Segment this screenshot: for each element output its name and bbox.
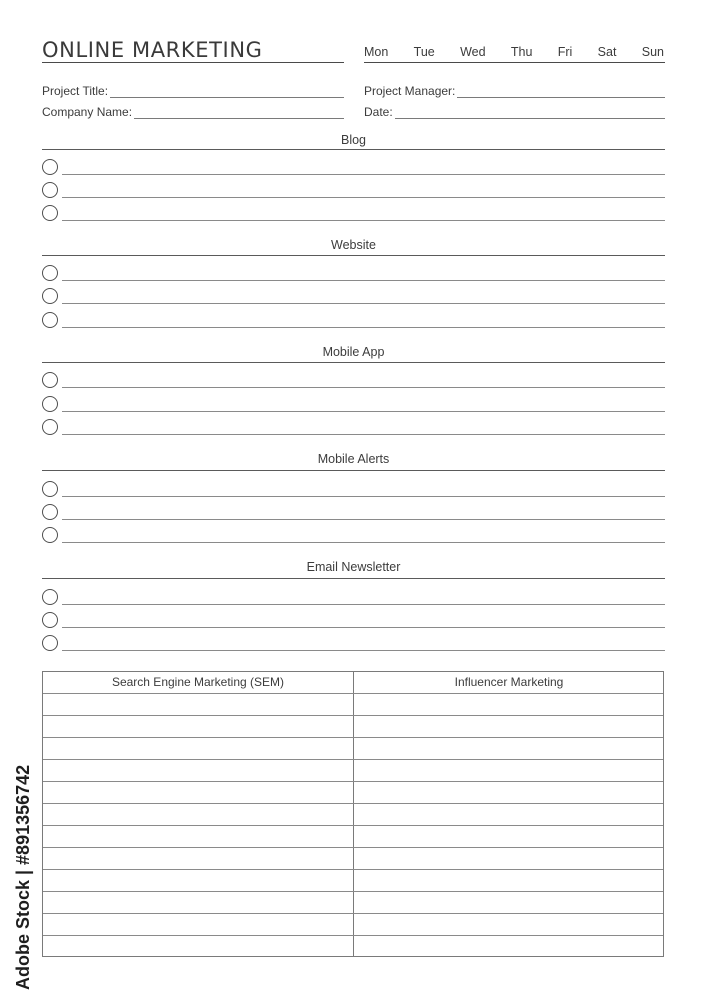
- write-line: [62, 519, 665, 520]
- table-row-line: [43, 737, 663, 738]
- day-wed: Wed: [460, 45, 486, 59]
- checkbox-circle[interactable]: [42, 612, 58, 628]
- section-rule-website: [42, 255, 665, 256]
- checklist-row[interactable]: [42, 635, 665, 651]
- checkbox-circle[interactable]: [42, 159, 58, 175]
- table-row-line: [43, 847, 663, 848]
- checklist-row[interactable]: [42, 589, 665, 605]
- checklist-row[interactable]: [42, 372, 665, 388]
- project-manager-line[interactable]: [457, 85, 665, 98]
- checklist-row[interactable]: [42, 504, 665, 520]
- checkbox-circle[interactable]: [42, 182, 58, 198]
- checkbox-circle[interactable]: [42, 372, 58, 388]
- write-line: [62, 542, 665, 543]
- section-title-website: Website: [331, 238, 376, 252]
- write-line: [62, 650, 665, 651]
- table-row-line: [43, 803, 663, 804]
- section-rule-email-newsletter: [42, 578, 665, 579]
- write-line: [62, 604, 665, 605]
- project-title-field[interactable]: [42, 82, 344, 98]
- project-title-label: Project Title:: [42, 84, 109, 98]
- checkbox-circle[interactable]: [42, 396, 58, 412]
- stock-watermark-text: Adobe Stock | #891356742: [13, 764, 33, 990]
- section-title-email-newsletter: Email Newsletter: [306, 560, 401, 574]
- checklist-row[interactable]: [42, 205, 665, 221]
- write-line: [62, 220, 665, 221]
- section-title-mobile-alerts: Mobile Alerts: [317, 452, 390, 466]
- checklist-row[interactable]: [42, 481, 665, 497]
- day-thu: Thu: [510, 45, 533, 59]
- write-line: [62, 280, 665, 281]
- checkbox-circle[interactable]: [42, 504, 58, 520]
- write-line: [62, 327, 665, 328]
- table-row-line: [43, 935, 663, 936]
- project-title-line[interactable]: [110, 85, 344, 98]
- write-line: [62, 627, 665, 628]
- section-title-blog: Blog: [340, 133, 367, 147]
- company-name-line[interactable]: [134, 106, 344, 119]
- date-label: Date:: [364, 105, 393, 119]
- day-fri: Fri: [557, 45, 573, 59]
- stock-watermark: [12, 760, 38, 990]
- checkbox-circle[interactable]: [42, 205, 58, 221]
- weekday-row: [364, 45, 664, 59]
- title-underline: [42, 62, 344, 63]
- table-row-line: [43, 715, 663, 716]
- table-row-line: [43, 913, 663, 914]
- checklist-row[interactable]: [42, 419, 665, 435]
- write-line: [62, 434, 665, 435]
- page-title: ONLINE MARKETING: [42, 38, 263, 62]
- day-mon: Mon: [364, 45, 389, 59]
- checkbox-circle[interactable]: [42, 288, 58, 304]
- checkbox-circle[interactable]: [42, 527, 58, 543]
- company-name-field[interactable]: [42, 103, 344, 119]
- section-title-mobile-app: Mobile App: [322, 345, 385, 359]
- project-manager-label: Project Manager:: [364, 84, 456, 98]
- table-row-line: [43, 781, 663, 782]
- table-row-line: [43, 891, 663, 892]
- project-manager-field[interactable]: [364, 82, 665, 98]
- checklist-row[interactable]: [42, 612, 665, 628]
- checklist-row[interactable]: [42, 396, 665, 412]
- day-sun: Sun: [641, 45, 664, 59]
- checklist-row[interactable]: [42, 527, 665, 543]
- influencer-header: Influencer Marketing: [454, 675, 564, 689]
- write-line: [62, 174, 665, 175]
- day-tue: Tue: [413, 45, 435, 59]
- table-row-line: [43, 869, 663, 870]
- checkbox-circle[interactable]: [42, 312, 58, 328]
- marketing-table: [42, 671, 664, 957]
- sem-header: Search Engine Marketing (SEM): [111, 675, 285, 689]
- write-line: [62, 496, 665, 497]
- section-rule-mobile-alerts: [42, 470, 665, 471]
- checkbox-circle[interactable]: [42, 635, 58, 651]
- checklist-row[interactable]: [42, 182, 665, 198]
- checklist-row[interactable]: [42, 265, 665, 281]
- section-rule-mobile-app: [42, 362, 665, 363]
- weekday-underline: [364, 62, 665, 63]
- table-row-line: [43, 759, 663, 760]
- write-line: [62, 387, 665, 388]
- checklist-row[interactable]: [42, 159, 665, 175]
- checklist-row[interactable]: [42, 312, 665, 328]
- table-row-line: [43, 825, 663, 826]
- checkbox-circle[interactable]: [42, 419, 58, 435]
- checkbox-circle[interactable]: [42, 481, 58, 497]
- checkbox-circle[interactable]: [42, 589, 58, 605]
- checklist-row[interactable]: [42, 288, 665, 304]
- table-row-line: [43, 693, 663, 694]
- date-line[interactable]: [395, 106, 665, 119]
- company-name-label: Company Name:: [42, 105, 133, 119]
- section-rule-blog: [42, 149, 665, 150]
- write-line: [62, 303, 665, 304]
- checkbox-circle[interactable]: [42, 265, 58, 281]
- date-field[interactable]: [364, 103, 665, 119]
- day-sat: Sat: [597, 45, 617, 59]
- write-line: [62, 197, 665, 198]
- write-line: [62, 411, 665, 412]
